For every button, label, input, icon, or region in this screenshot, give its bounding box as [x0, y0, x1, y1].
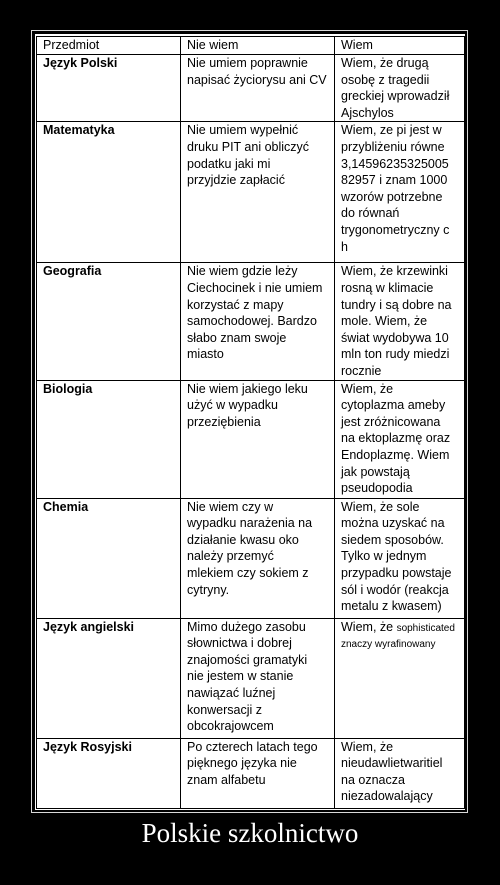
table-row — [37, 618, 465, 738]
cell-text-line: przyjdzie zapłacić — [187, 173, 285, 188]
subject-cell: Biologia — [37, 380, 181, 498]
know-cell — [335, 380, 465, 498]
header-know: Wiem — [335, 37, 465, 55]
cell-text-line: Nie wiem jakiego leku — [187, 381, 308, 396]
cell-text-line: użyć w wypadku — [187, 398, 279, 413]
cell-text-line: Wiem, ze pi jest w — [341, 123, 442, 138]
cell-text-line: niezadowalający — [341, 789, 433, 804]
table-row — [37, 498, 465, 618]
subject-cell: Matematyka — [37, 122, 181, 263]
cell-text-line: samochodowej. Bardzo — [187, 314, 317, 329]
dont-know-cell — [181, 618, 335, 738]
subjects-table — [36, 36, 465, 809]
cell-text-line: przybliżeniu równe — [341, 139, 445, 154]
know-cell — [335, 122, 465, 263]
subject-cell: Język angielski — [37, 618, 181, 738]
cell-text-line: pseudopodia — [341, 481, 413, 496]
know-cell — [335, 498, 465, 618]
cell-text-line: Wiem, że — [341, 739, 394, 754]
cell-text-line: wzorów potrzebne — [341, 189, 443, 204]
subject-cell: Język Polski — [37, 55, 181, 122]
subject-cell: Chemia — [37, 498, 181, 618]
table-row — [37, 380, 465, 498]
know-cell — [335, 618, 465, 738]
cell-text-line: greckiej wprowadził — [341, 89, 450, 104]
cell-text-line: Ajschylos — [341, 105, 394, 120]
cell-text-line: na ektoplazmę oraz — [341, 431, 451, 446]
cell-text-line: na oznacza — [341, 772, 405, 787]
dont-know-cell — [181, 55, 335, 122]
dont-know-cell — [181, 122, 335, 263]
dont-know-cell — [181, 738, 335, 808]
table-row — [37, 738, 465, 808]
cell-text-line: przypadku powstaje — [341, 565, 452, 580]
cell-text-line: metalu z kwasem) — [341, 599, 442, 614]
cell-text-line: cytoplazma ameby — [341, 398, 446, 413]
dont-know-cell — [181, 380, 335, 498]
know-prefix: Wiem, że — [341, 619, 397, 634]
dont-know-cell — [181, 498, 335, 618]
cell-text-line: druku PIT ani obliczyć — [187, 139, 310, 154]
cell-text-line: cytryny. — [187, 582, 230, 597]
poster-caption: Polskie szkolnictwo — [141, 818, 359, 848]
cell-text-line: h — [341, 239, 348, 254]
cell-text-line: rocznie — [341, 363, 382, 378]
cell-text-line: działanie kwasu oko — [187, 532, 299, 547]
cell-text-line: nie jestem w stanie — [187, 669, 294, 684]
cell-text-line: korzystać z mapy — [187, 297, 284, 312]
cell-text-line: Endoplazmę. Wiem — [341, 447, 450, 462]
cell-text-line: jak powstają — [341, 464, 410, 479]
table-row — [37, 263, 465, 380]
table-header-row — [37, 37, 465, 55]
cell-text-line: świat wydobywa 10 — [341, 330, 449, 345]
table-row — [37, 55, 465, 122]
cell-text-line: podatku jaki mi — [187, 156, 271, 171]
cell-text-line: znam alfabetu — [187, 772, 266, 787]
know-small-line: sophisticated — [396, 622, 455, 634]
cell-text-line: napisać życiorysu ani CV — [187, 72, 327, 87]
table-row — [37, 122, 465, 263]
cell-text-line: należy przemyć — [187, 549, 274, 564]
cell-text-line: Nie umiem poprawnie — [187, 56, 308, 70]
cell-text-line: rosną w klimacie — [341, 280, 434, 295]
header-subject: Przedmiot — [37, 37, 181, 55]
cell-text-line: mole. Wiem, że — [341, 314, 428, 329]
cell-text-line: Wiem, że drugą — [341, 56, 429, 70]
know-small-line: znaczy wyrafinowany — [341, 639, 436, 651]
cell-text-line: osobę z tragedii — [341, 72, 430, 87]
cell-text-line: Nie umiem wypełnić — [187, 123, 299, 138]
cell-text-line: tundry i są dobre na — [341, 297, 452, 312]
table-sheet — [35, 34, 465, 810]
cell-text-line: Tylko w jednym — [341, 549, 427, 564]
cell-text-line: nieudawlietwaritiel — [341, 756, 443, 771]
subject-cell: Geografia — [37, 263, 181, 380]
cell-text-line: Po czterech latach tego — [187, 739, 318, 754]
cell-text-line: przeziębienia — [187, 414, 261, 429]
know-cell — [335, 55, 465, 122]
cell-text-line: konwersacji z — [187, 702, 263, 717]
cell-text-line: trygonometryczny c — [341, 222, 450, 237]
cell-text-line: słabo znam swoje — [187, 330, 287, 345]
cell-text-line: obcokrajowcem — [187, 719, 274, 734]
cell-text-line: Wiem, że sole — [341, 499, 420, 514]
cell-text-line: Wiem, że krzewinki — [341, 264, 448, 279]
cell-text-line: Mimo dużego zasobu — [187, 619, 306, 634]
dont-know-cell — [181, 263, 335, 380]
subject-cell: Język Rosyjski — [37, 738, 181, 808]
cell-text-line: wypadku narażenia na — [187, 516, 313, 531]
cell-text-line: słownictwa i dobrej — [187, 636, 292, 651]
cell-text-line: Nie wiem czy w — [187, 499, 274, 514]
cell-text-line: sól i wodór (reakcja — [341, 582, 449, 597]
header-dont-know: Nie wiem — [181, 37, 335, 55]
cell-text-line: mlekiem czy sokiem z — [187, 565, 309, 580]
know-cell — [335, 263, 465, 380]
know-cell — [335, 738, 465, 808]
cell-text-line: można uzyskać na — [341, 516, 445, 531]
cell-text-line: 82957 i znam 1000 — [341, 173, 448, 188]
cell-text-line: miasto — [187, 347, 224, 362]
cell-text-line: siedem sposobów. — [341, 532, 444, 547]
cell-text-line: Wiem, że — [341, 381, 394, 396]
cell-text-line: Nie wiem gdzie leży — [187, 264, 298, 279]
cell-text-line: Ciechocinek i nie umiem — [187, 280, 323, 295]
cell-text-line: jest zróżnicowana — [341, 414, 441, 429]
cell-text-line: 3,14596235325005 — [341, 156, 449, 171]
cell-text-line: znajomości gramatyki — [187, 652, 308, 667]
cell-text-line: mln ton rudy miedzi — [341, 347, 450, 362]
cell-text-line: pięknego języka nie — [187, 756, 297, 771]
cell-text-line: do równań — [341, 206, 400, 221]
cell-text-line: nawiązać luźnej — [187, 685, 276, 700]
